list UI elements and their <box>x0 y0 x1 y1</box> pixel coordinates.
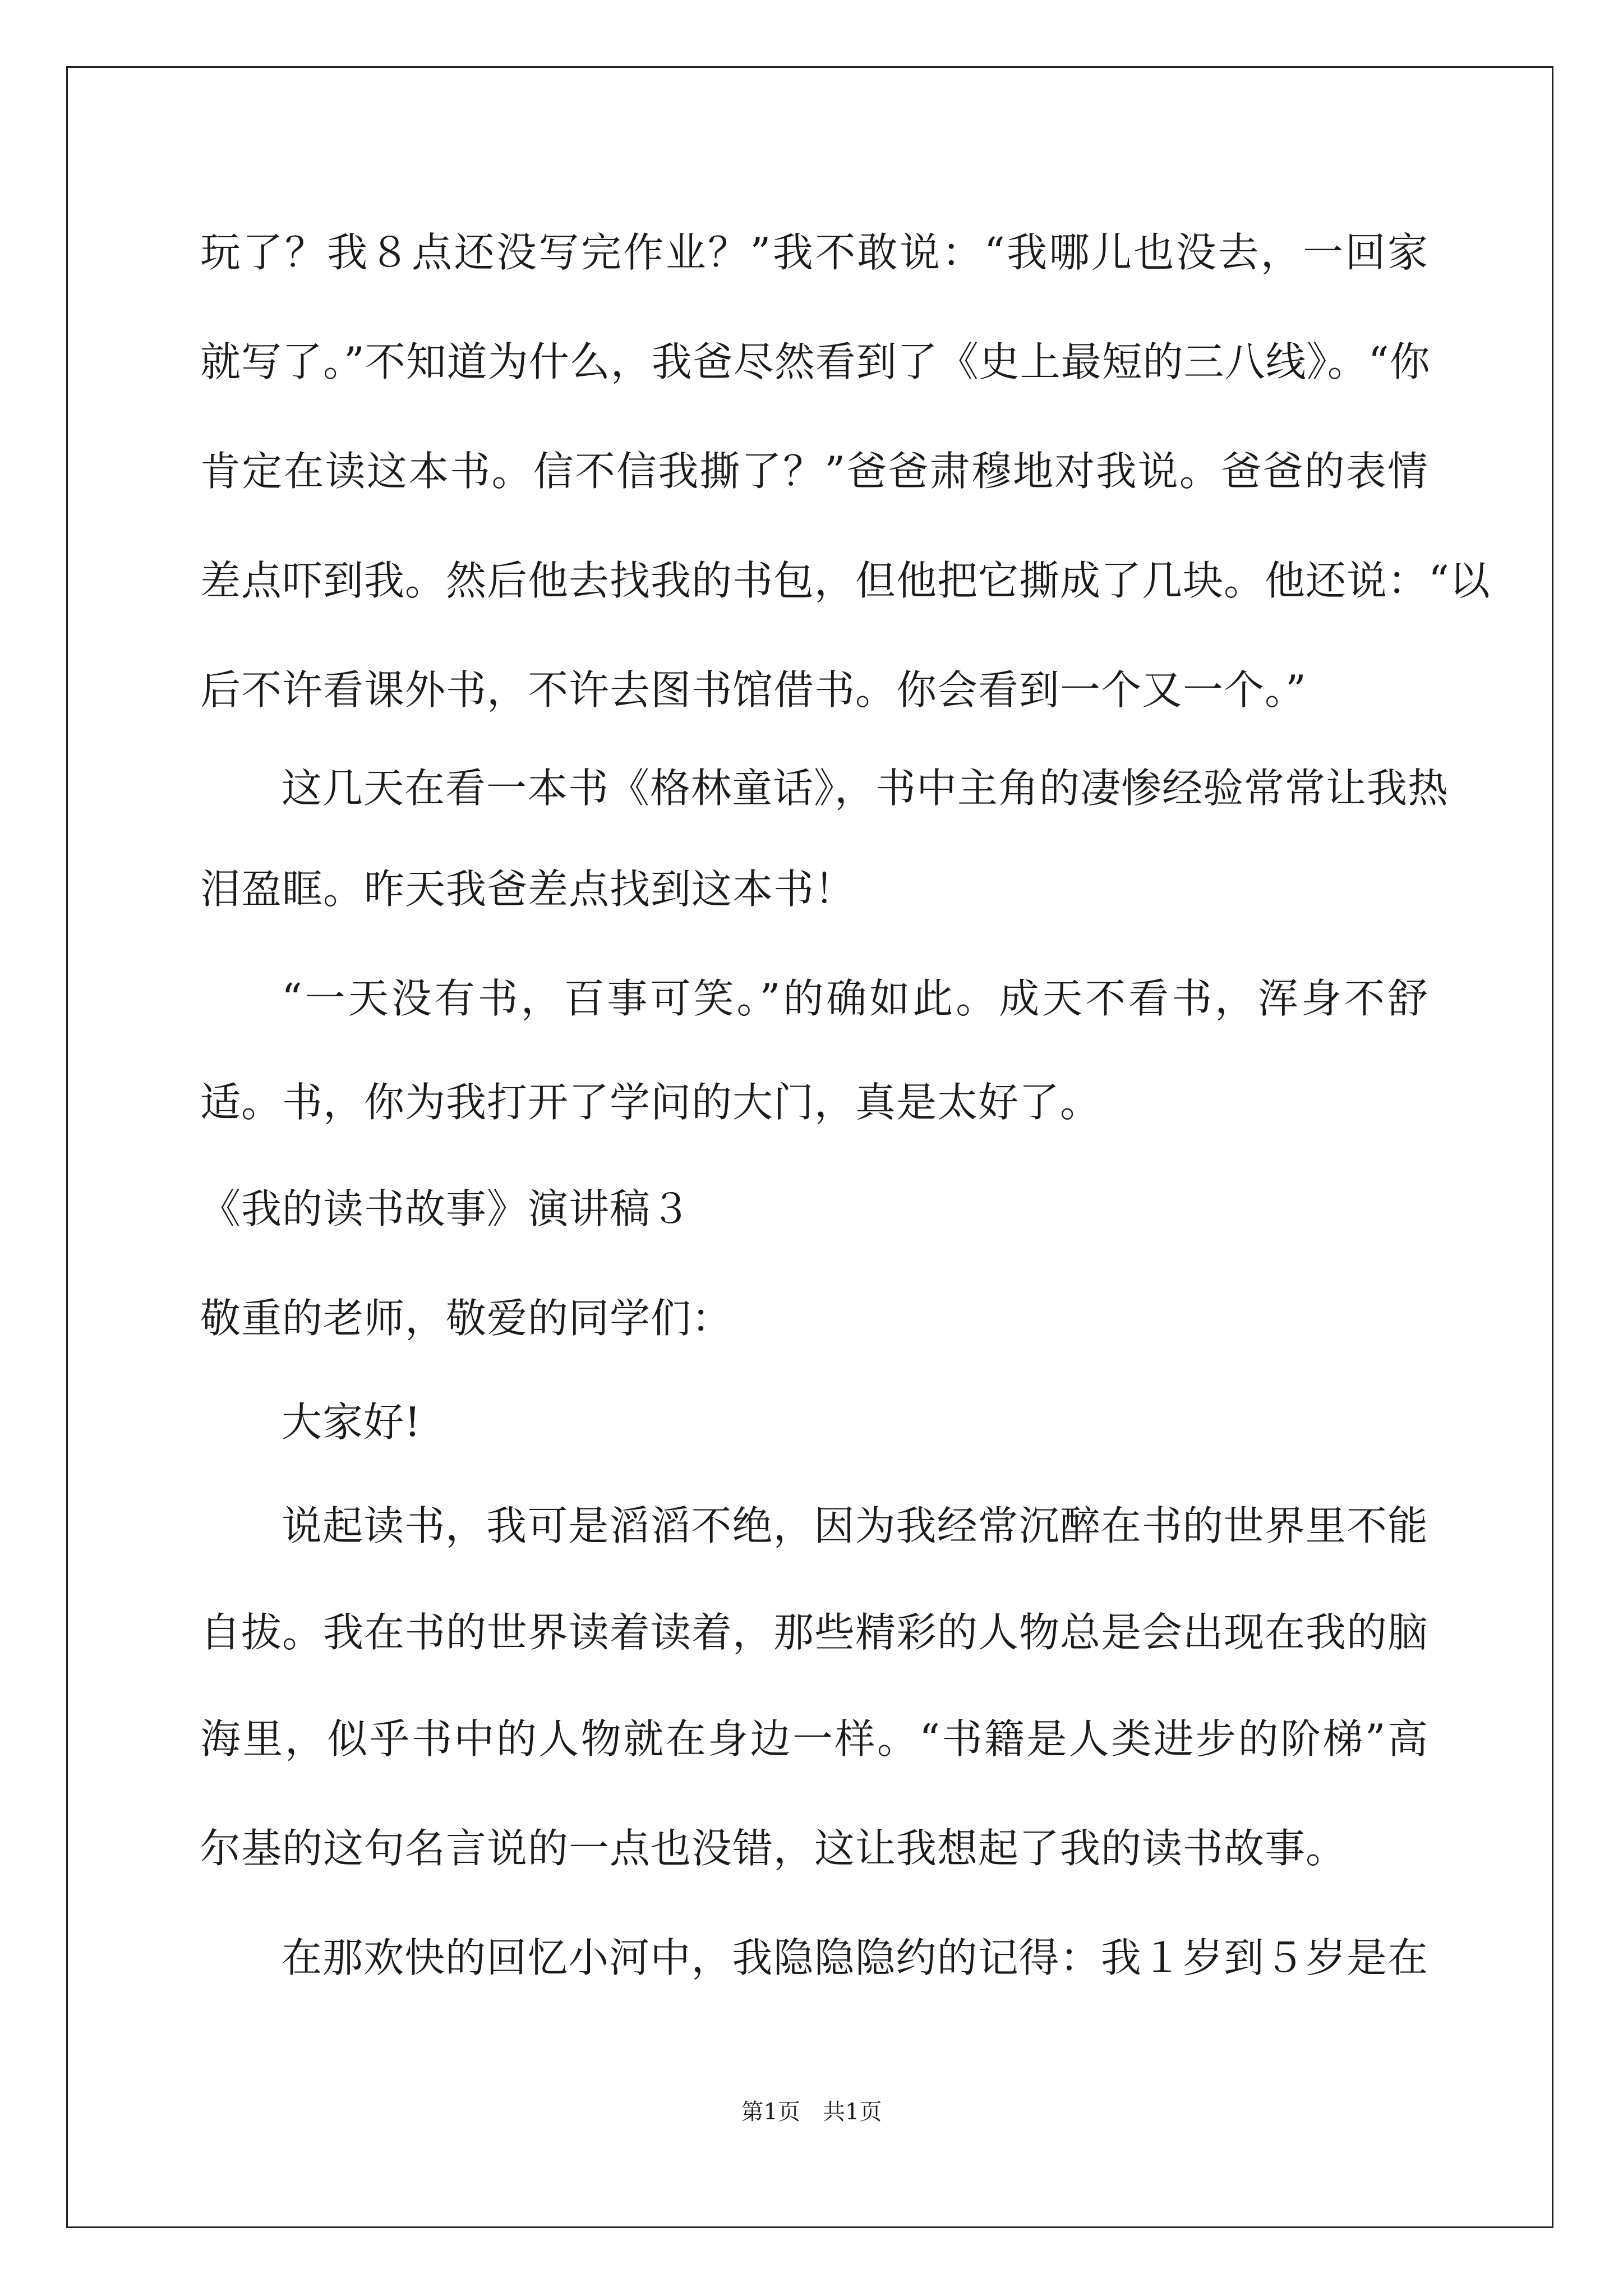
text-line: 就写了。”不知道为什么，我爸尽然看到了《史上最短的三八线》。“你 <box>200 338 1431 385</box>
text-line: 适。书，你为我打开了学问的大门，真是太好了。 <box>200 1079 1101 1126</box>
text-line: 差点吓到我。然后他去找我的书包，但他把它撕成了几块。他还说：“以 <box>200 557 1491 604</box>
text-line: 尔基的这句名言说的一点也没错，这让我想起了我的读书故事。 <box>200 1825 1347 1872</box>
text-line: 说起读书，我可是滔滔不绝，因为我经常沉醉在书的世界里不能 <box>282 1502 1428 1549</box>
text-line: 这几天在看一本书《格林童话》，书中主角的凄惨经验常常让我热 <box>282 765 1449 812</box>
text-line: 玩了？我８点还没写完作业？”我不敢说：“我哪儿也没去，一回家 <box>200 229 1428 276</box>
text-line: 肯定在读这本书。信不信我撕了？”爸爸肃穆地对我说。爸爸的表情 <box>200 448 1428 495</box>
page-footer: 第1页 共1页 <box>741 2099 882 2125</box>
text-line: 海里，似乎书中的人物就在身边一样。“书籍是人类进步的阶梯”高 <box>200 1715 1428 1763</box>
text-line: 后不许看课外书，不许去图书馆借书。你会看到一个又一个。” <box>200 666 1307 714</box>
text-line: 泪盈眶。昨天我爸差点找到这本书！ <box>200 866 856 913</box>
page-border <box>66 66 1553 2228</box>
text-line: 自拔。我在书的世界读着读着，那些精彩的人物总是会出现在我的脑 <box>200 1609 1429 1656</box>
text-line: 在那欢快的回忆小河中，我隐隐隐约的记得：我１岁到５岁是在 <box>282 1934 1428 1981</box>
text-line: “一天没有书，百事可笑。”的确如此。成天不看书，浑身不舒 <box>282 975 1428 1022</box>
salutation: 敬重的老师，敬爱的同学们： <box>200 1295 733 1342</box>
section-title: 《我的读书故事》演讲稿３ <box>200 1185 692 1232</box>
greeting: 大家好! <box>282 1398 421 1446</box>
